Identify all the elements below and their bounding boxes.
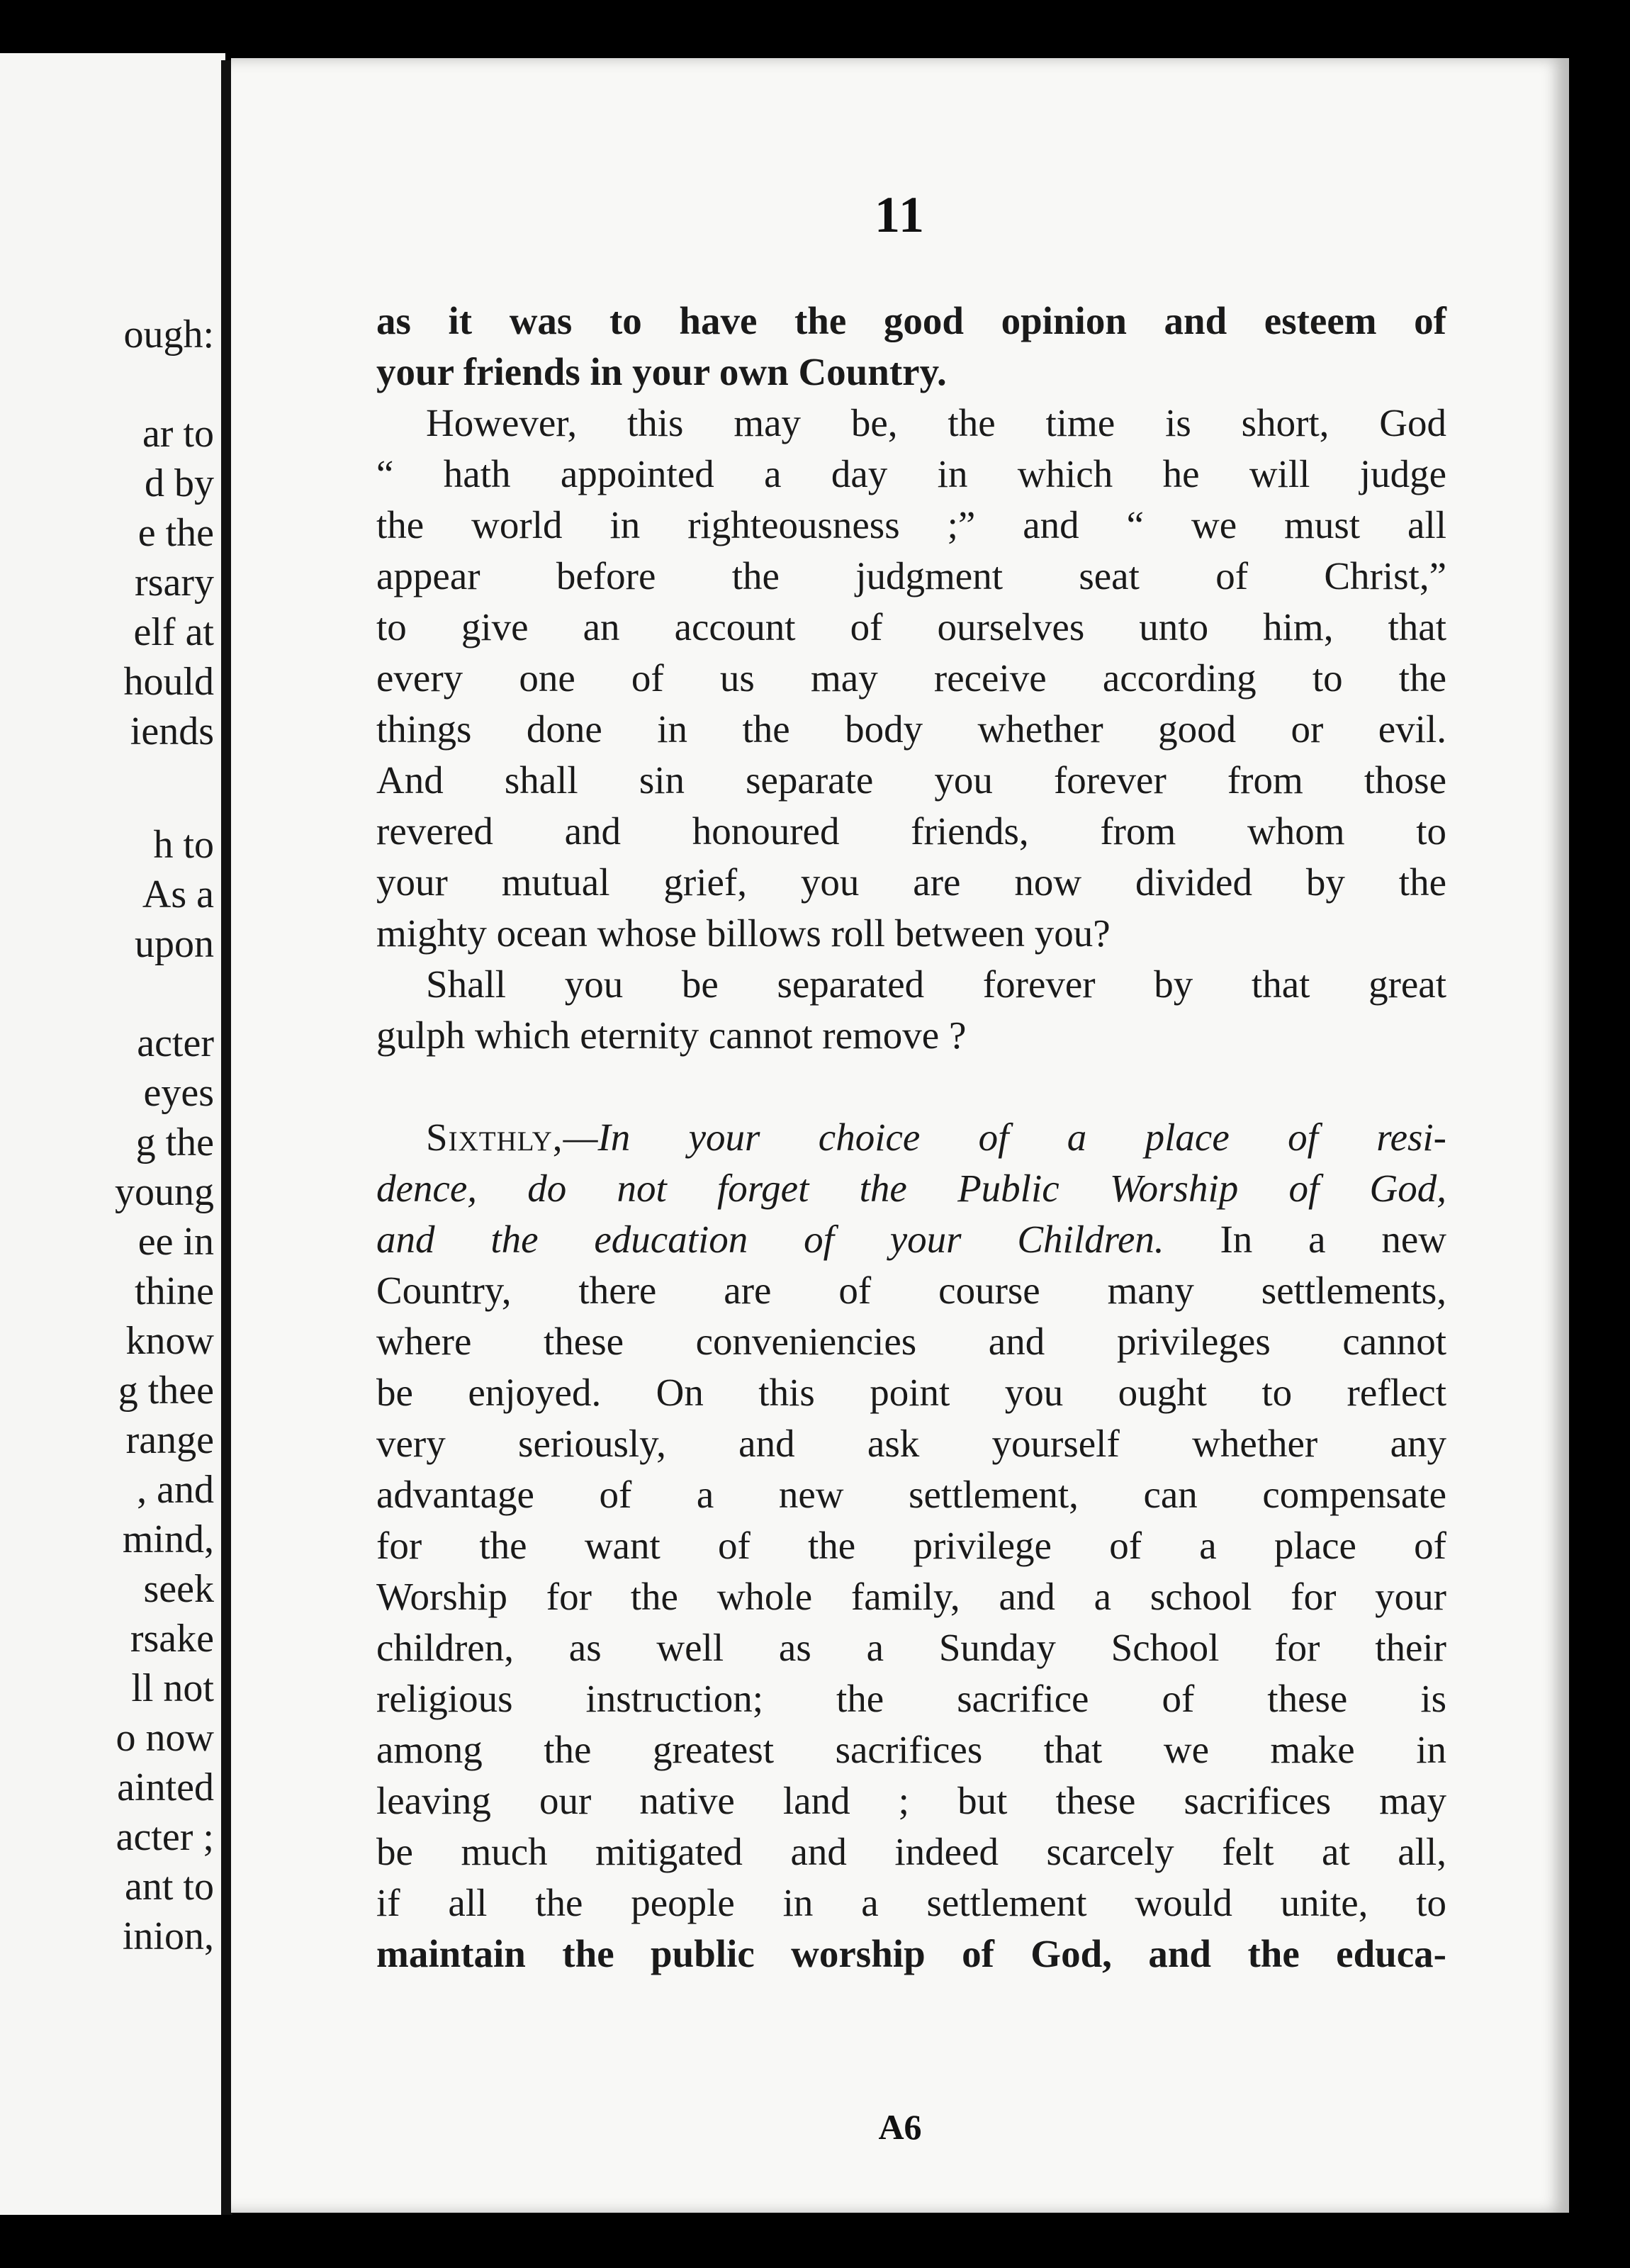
left-fragment: ll not <box>131 1666 214 1710</box>
signature-mark: A6 <box>878 2107 922 2147</box>
text-line: be enjoyed. On this point you ought to reflect <box>376 1371 1446 1414</box>
text-line: maintain the public worship of God, and the educa- <box>376 1932 1446 1975</box>
text-line: Worship for the whole family, and a school for your <box>376 1575 1446 1618</box>
left-fragment: ough: <box>123 313 214 357</box>
italic-text: and the education of your Children. <box>376 1218 1164 1261</box>
left-fragment: o now <box>116 1716 214 1760</box>
left-fragment: acter <box>137 1021 214 1065</box>
left-fragment: iends <box>130 709 214 753</box>
left-fragment: inion, <box>122 1914 214 1958</box>
text-line: as it was to have the good opinion and esteem of <box>376 299 1446 342</box>
left-fragment: acter ; <box>116 1815 214 1859</box>
text-line: children, as well as a Sunday School for their <box>376 1626 1446 1669</box>
left-fragment: , and <box>137 1468 214 1512</box>
text-line: However, this may be, the time is short, God <box>426 401 1446 444</box>
text-line: among the greatest sacrifices that we make in <box>376 1728 1446 1771</box>
left-fragment: eyes <box>143 1071 214 1115</box>
roman-text: In a new <box>1164 1218 1446 1261</box>
text-line <box>376 1214 1446 1265</box>
text-line: every one of us may receive according to the <box>376 656 1446 700</box>
section-heading-line <box>376 1112 1446 1163</box>
left-fragment: rsary <box>135 561 214 605</box>
text-line: religious instruction; the sacrifice of these is <box>376 1677 1446 1720</box>
book-page <box>231 58 1569 2213</box>
text-line: gulph which eternity cannot remove ? <box>376 1014 967 1057</box>
italic-text: dence, do not forget the Public Worship of God, <box>376 1167 1446 1210</box>
text-line <box>376 1163 1446 1214</box>
text-line: advantage of a new settlement, can compensate <box>376 1473 1446 1516</box>
left-fragment: young <box>115 1170 214 1214</box>
left-fragment: range <box>125 1418 214 1462</box>
page-body <box>376 296 1446 1980</box>
left-fragment: ant to <box>125 1865 214 1909</box>
text-line: leaving our native land ; but these sacrifices may <box>376 1779 1446 1822</box>
text-line: things done in the body whether good or evil. <box>376 707 1446 751</box>
text-line: And shall sin separate you forever from those <box>376 758 1446 802</box>
left-fragment: ainted <box>117 1765 214 1809</box>
left-fragment: ar to <box>142 412 214 456</box>
left-fragment: know <box>125 1319 214 1363</box>
left-fragment: elf at <box>133 610 214 654</box>
text-line: mighty ocean whose billows roll between you? <box>376 911 1111 955</box>
left-fragment: hould <box>123 660 214 704</box>
previous-page-edge <box>0 53 225 2215</box>
text-line: “ hath appointed a day in which he will judge <box>376 452 1446 495</box>
text-line: be much mitigated and indeed scarcely felt at all, <box>376 1830 1446 1873</box>
text-line: your mutual grief, you are now divided by the <box>376 860 1446 904</box>
text-line: very seriously, and ask yourself whether any <box>376 1422 1446 1465</box>
text-line: Shall you be separated forever by that great <box>426 962 1446 1006</box>
text-line: your friends in your own Country. <box>376 350 947 393</box>
text-line: revered and honoured friends, from whom to <box>376 809 1446 853</box>
text-line: appear before the judgment seat of Christ,” <box>376 554 1446 597</box>
paragraph-gap <box>376 1061 1446 1112</box>
left-fragment: mind, <box>122 1517 214 1561</box>
left-fragment: d by <box>145 461 214 505</box>
page-number: 11 <box>874 186 926 243</box>
left-fragment: g thee <box>118 1369 214 1413</box>
left-fragment: g the <box>135 1121 214 1164</box>
left-fragment: As a <box>142 872 214 916</box>
left-fragment: thine <box>135 1269 214 1313</box>
text-line: to give an account of ourselves unto him, that <box>376 605 1446 649</box>
text-line: where these conveniencies and privileges cannot <box>376 1320 1446 1363</box>
italic-text: —In your choice of a place of resi- <box>563 1116 1446 1159</box>
left-fragment: e the <box>137 511 214 555</box>
section-label: Sixthly, <box>426 1116 563 1159</box>
left-fragment: ee in <box>137 1220 214 1264</box>
left-fragment: seek <box>143 1567 214 1611</box>
text-line: for the want of the privilege of a place of <box>376 1524 1446 1567</box>
text-line: Country, there are of course many settlements, <box>376 1269 1446 1312</box>
text-line: the world in righteousness ;” and “ we must all <box>376 503 1446 546</box>
text-line: if all the people in a settlement would unite, to <box>376 1881 1446 1924</box>
left-fragment: upon <box>135 922 214 966</box>
left-fragment: rsake <box>130 1617 214 1661</box>
left-fragment: h to <box>153 823 214 867</box>
